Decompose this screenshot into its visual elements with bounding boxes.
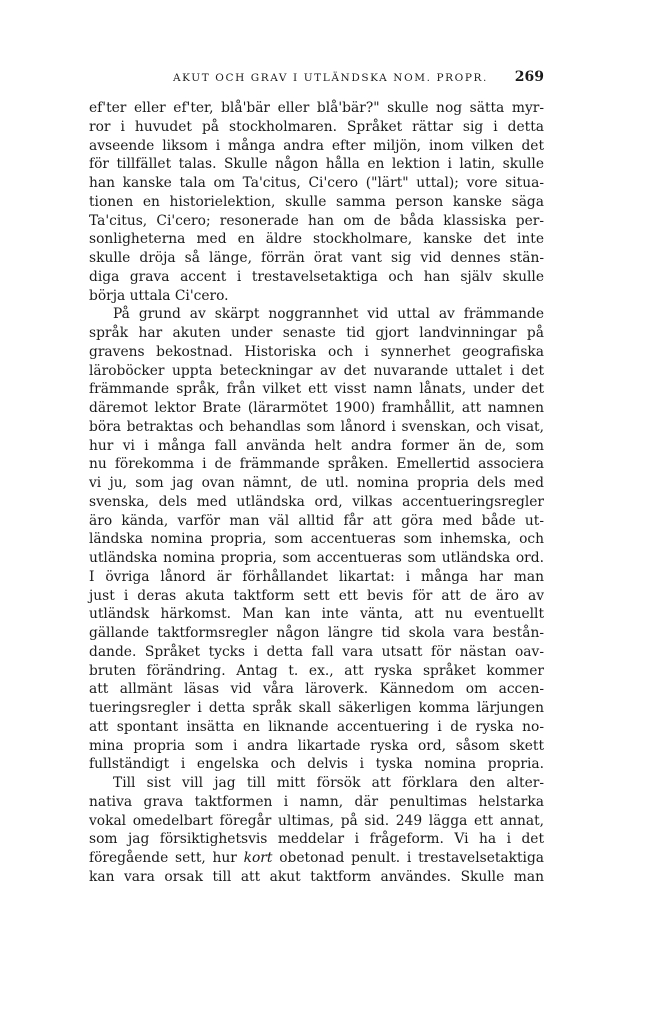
italic-word: kort — [243, 850, 273, 866]
text-line: gravens bekostnad. Historiska och i synnerhet geografiska — [89, 343, 544, 360]
text-line: sonligheterna med en äldre stockholmare, kanske det inte — [89, 231, 544, 248]
text-line: utländsk härkomst. Man kan inte vänta, att nu eventuellt — [89, 606, 544, 623]
text-line: börja uttala Ci'cero. — [89, 287, 229, 304]
text-line: utländska nomina propria, som accentueras som utländska ord. — [89, 550, 544, 566]
text-line: som jag försiktighetsvis meddelar i frågeform. Vi ha i det — [89, 831, 544, 848]
text-line: att allmänt läsas vid våra läroverk. Kännedom om accen- — [89, 681, 544, 698]
text-line: ländska nomina propria, som accentueras som inhemska, och — [89, 531, 544, 548]
text-line: gällande taktformsregler någon längre tid skola vara bestån- — [89, 625, 544, 641]
text-line: läroböcker uppta beteckningar av det nuvarande uttalet i det — [89, 362, 544, 379]
text-line: svenska, dels med utländska ord, vilkas accentueringsregler — [89, 493, 544, 510]
body-text — [89, 99, 544, 887]
text-line: främmande språk, från vilket ett visst namn lånats, under det — [89, 381, 544, 398]
text-line: hur vi i många fall använda helt andra former än de, som — [89, 437, 544, 454]
text-line: vi ju, som jag ovan nämnt, de utl. nomina propria dels med — [89, 475, 544, 491]
text-line: nativa grava taktformen i namn, där penultimas helstarka — [89, 793, 544, 810]
text-line: tionen en historielektion, skulle samma person kanske säga — [89, 193, 544, 210]
running-head-title: AKUT OCH GRAV I UTLÄNDSKA NOM. PROPR. — [173, 72, 488, 84]
text-line: för tillfället talas. Skulle någon hålla en lektion i latin, skulle — [89, 156, 544, 173]
text-line: nu förekomma i de främmande språken. Emellertid associera — [89, 456, 544, 473]
page-number: 269 — [514, 69, 544, 85]
text-line: däremot lektor Brate (lärarmötet 1900) framhållit, att namnen — [89, 400, 544, 416]
text-segment: obetonad penult. i trestavelsetaktiga — [279, 850, 545, 866]
text-line: ef'ter eller ef'ter, blå'bär eller blå'bär?" skulle nog sätta myr- — [89, 100, 544, 116]
text-line: mina propria som i andra likartade ryska ord, såsom skett — [89, 737, 544, 754]
text-line: språk har akuten under senaste tid gjort landvinningar på — [89, 325, 544, 341]
text-line-with-italic — [89, 849, 544, 868]
text-line: skulle dröja så länge, förrän örat vant sig vid dennes stän- — [89, 250, 544, 266]
text-line: kan vara orsak till att akut taktform användes. Skulle man — [89, 868, 544, 885]
text-line: ror i huvudet på stockholmaren. Språket rättar sig i detta — [89, 118, 544, 135]
text-line: dande. Språket tycks i detta fall vara utsatt för nästan oav- — [89, 643, 544, 660]
text-line: att spontant insätta en liknande accentuering i de ryska no- — [89, 718, 544, 735]
text-line: bruten förändring. Antag t. ex., att ryska språket kommer — [89, 662, 544, 679]
paragraph-start-line: Till sist vill jag till mitt försök att förklara den alter- — [113, 775, 544, 791]
running-head — [88, 69, 546, 92]
text-line: böra betraktas och behandlas som lånord i svenskan, och visat, — [89, 418, 544, 435]
text-segment: föregående sett, hur — [89, 850, 237, 866]
text-line: tueringsregler i detta språk skall säkerligen komma lärjungen — [89, 700, 544, 716]
text-line: Ta'citus, Ci'cero; resonerade han om de båda klassiska per- — [89, 212, 544, 229]
text-line: äro kända, varför man väl alltid får att göra med både ut- — [89, 512, 544, 529]
text-line: vokal omedelbart föregår ultimas, på sid. 249 lägga ett annat, — [89, 812, 544, 829]
paragraph-start-line: På grund av skärpt noggrannhet vid uttal av främmande — [113, 306, 544, 323]
text-line: han kanske tala om Ta'citus, Ci'cero ("lärt" uttal); vore situa- — [89, 175, 544, 191]
text-line: just i deras akuta taktform sett ett bevis för att de äro av — [89, 587, 544, 604]
text-line: avseende liksom i många andra efter miljön, inom vilken det — [89, 137, 544, 154]
text-line: fullständigt i engelska och delvis i tyska nomina propria. — [89, 756, 544, 773]
text-line: I övriga lånord är förhållandet likartat: i många har man — [89, 568, 544, 585]
text-line: diga grava accent i trestavelsetaktiga och han själv skulle — [89, 268, 544, 285]
